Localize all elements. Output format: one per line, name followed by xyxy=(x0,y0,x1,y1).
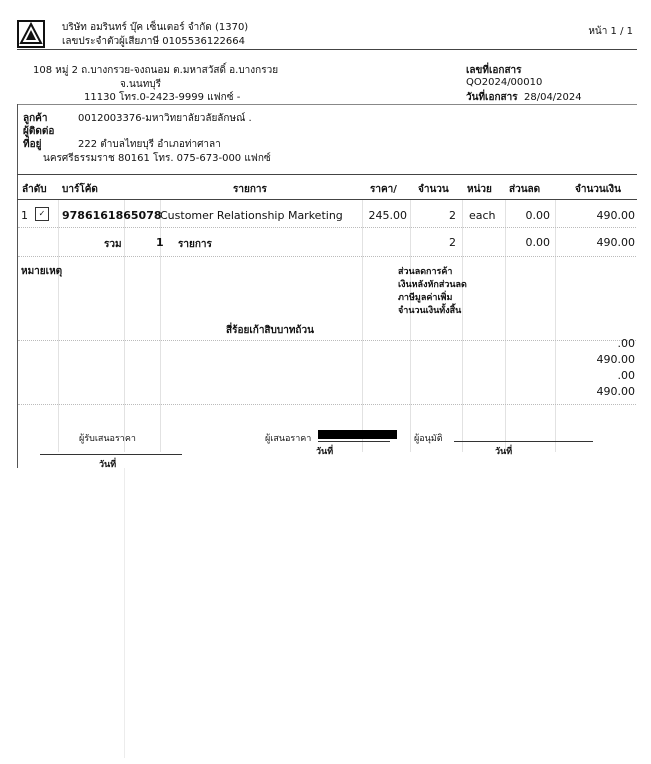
summary-total-amount: 490.00 xyxy=(596,236,635,249)
summary-total-label: รวม xyxy=(104,239,122,250)
col-header-barcode: บาร์โค้ด xyxy=(62,184,98,195)
tax-id-label: เลขประจำตัวผู้เสียภาษี xyxy=(62,36,160,47)
receiver-date-label: วันที่ xyxy=(99,460,117,470)
col-header-no: ลำดับ xyxy=(22,184,47,195)
company-address-line2: จ.นนทบุรี xyxy=(120,79,162,90)
row-item: Customer Relationship Marketing xyxy=(160,209,343,222)
company-logo-icon xyxy=(17,20,45,48)
customer-address-label: ที่อยู่ xyxy=(23,139,42,150)
page-number: หน้า 1 / 1 xyxy=(588,26,633,37)
offerer-sign-line xyxy=(318,441,390,442)
table-header-bottom-rule xyxy=(17,199,637,200)
customer-label: ลูกค้า xyxy=(23,113,48,124)
col-header-unit: หน่วย xyxy=(467,184,492,195)
doc-no-value: QO2024/00010 xyxy=(466,77,543,88)
table-header-top-rule xyxy=(17,174,637,175)
company-name: บริษัท อมรินทร์ บุ๊ค เซ็นเตอร์ จำกัด (1370) xyxy=(62,22,249,33)
doc-date-label: วันที่เอกสาร xyxy=(466,92,518,103)
customer-address-line1: 222 ตำบลไทยบุรี อำเภอท่าศาลา xyxy=(78,139,221,150)
after-discount-label: เงินหลังหักส่วนลด xyxy=(398,280,467,290)
receiver-sign-line xyxy=(40,454,182,455)
offerer-date-label: วันที่ xyxy=(316,447,334,457)
col-header-amount: จำนวนเงิน xyxy=(575,184,621,195)
amount-in-words: สี่ร้อยเก้าสิบบาทถ้วน xyxy=(226,325,314,336)
header-rule xyxy=(17,49,637,50)
customer-value: 0012003376-มหาวิทยาลัยวลัยลักษณ์ . xyxy=(78,113,252,124)
address-rule xyxy=(17,104,637,105)
row-unit: each xyxy=(469,209,496,222)
trade-discount-value: .00 xyxy=(617,337,635,350)
offerer-label: ผู้เสนอราคา xyxy=(265,434,312,444)
col-header-qty: จำนวน xyxy=(418,184,449,195)
doc-date-line xyxy=(466,90,582,105)
offerer-signature-redaction xyxy=(318,430,397,439)
grand-total-label: จำนวนเงินทั้งสิ้น xyxy=(398,306,462,316)
after-discount-value: 490.00 xyxy=(596,353,635,366)
company-address-line1: 108 หมู่ 2 ถ.บางกรวย-จงถนอม ต.มหาสวัสดิ์ อ.บางกรวย xyxy=(33,65,279,76)
customer-address-line2: นครศรีธรรมราช 80161 โทร. 075-673-000 แฟกซ์ xyxy=(43,153,271,164)
summary-total-discount: 0.00 xyxy=(525,236,550,249)
remarks-label: หมายเหตุ xyxy=(21,266,63,277)
contact-label: ผู้ติดต่อ xyxy=(23,126,55,137)
trade-discount-label: ส่วนลดการค้า xyxy=(398,267,453,277)
approver-label: ผู้อนุมัติ xyxy=(414,434,443,444)
checkbox-icon: ✓ xyxy=(35,207,49,221)
row-no: 1 xyxy=(21,209,28,222)
tax-id-line xyxy=(62,34,245,49)
grand-total-value: 490.00 xyxy=(596,385,635,398)
tax-id-value: 0105536122664 xyxy=(162,36,246,47)
row-barcode: 9786161865078 xyxy=(62,209,162,222)
row-amount: 490.00 xyxy=(596,209,635,222)
doc-no-label: เลขที่เอกสาร xyxy=(466,65,522,76)
receiver-label: ผู้รับเสนอราคา xyxy=(79,434,136,444)
summary-items-label: รายการ xyxy=(178,239,212,250)
row-qty: 2 xyxy=(449,209,456,222)
col-header-discount: ส่วนลด xyxy=(509,184,541,195)
vat-value: .00 xyxy=(617,369,635,382)
summary-item-count: 1 xyxy=(156,236,164,249)
row-price: 245.00 xyxy=(368,209,407,222)
row-discount: 0.00 xyxy=(525,209,550,222)
summary-total-qty: 2 xyxy=(449,236,456,249)
doc-date-value: 28/04/2024 xyxy=(523,92,582,103)
left-border xyxy=(17,104,18,468)
vat-label: ภาษีมูลค่าเพิ่ม xyxy=(398,293,453,303)
approver-date-label: วันที่ xyxy=(495,447,513,457)
company-address-line3: 11130 โทร.0-2423-9999 แฟกซ์ - xyxy=(84,92,241,103)
approver-sign-line xyxy=(454,441,593,442)
col-header-item: รายการ xyxy=(233,184,267,195)
col-header-price: ราคา/ xyxy=(370,184,397,195)
